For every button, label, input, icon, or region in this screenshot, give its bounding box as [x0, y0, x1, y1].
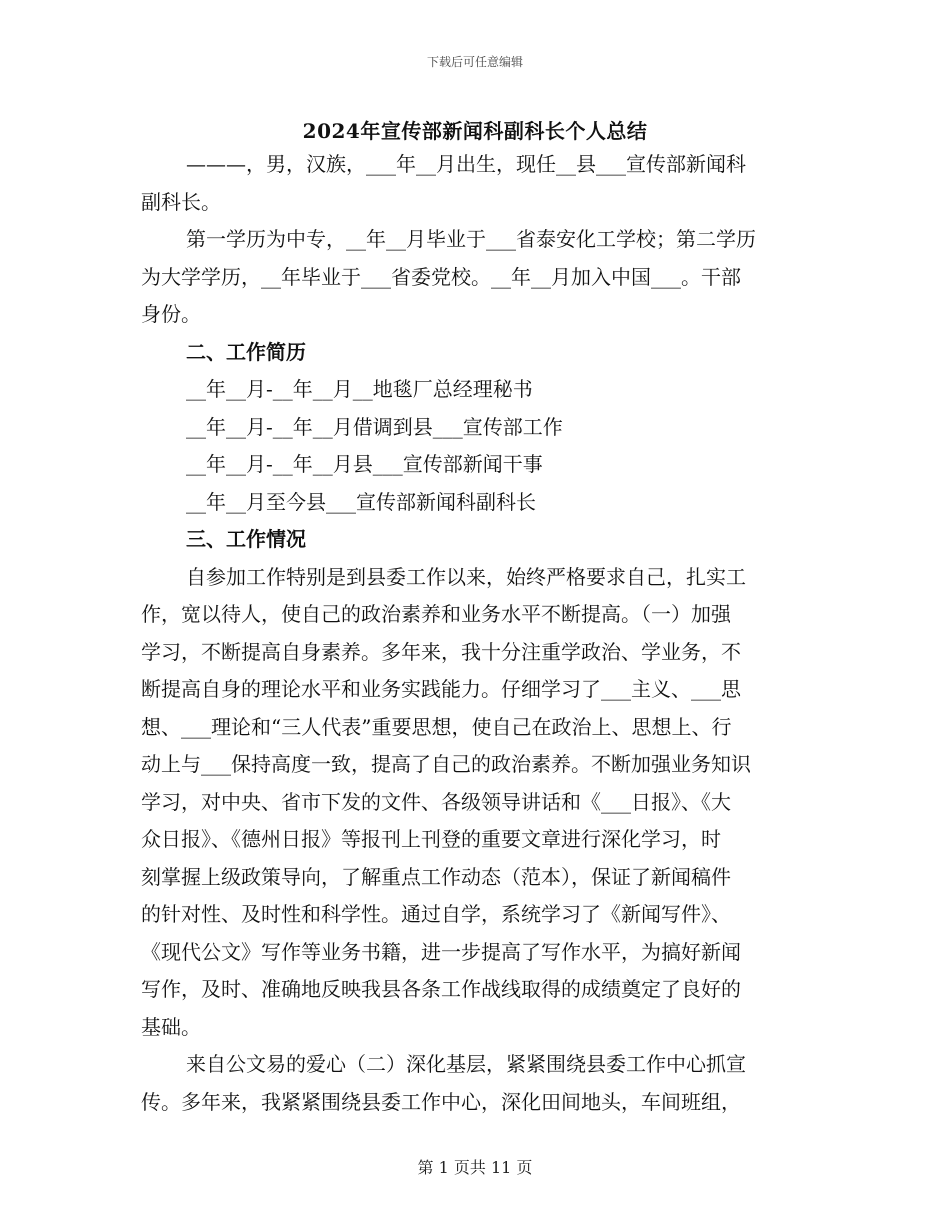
body-line: 众日报》、《德州日报》等报刊上刊登的重要文章进行深化学习，时 — [141, 827, 721, 851]
body-line: 的针对性、及时性和科学性。通过自学，系统学习了《新闻写件》、 — [141, 902, 731, 926]
body-line: 为大学学历，__年毕业于___省委党校。__年__月加入中国___。干部 — [141, 264, 741, 289]
page-header-note: 下载后可任意编辑 — [426, 55, 523, 69]
body-line: 《现代公文》写作等业务书籍，进一步提高了写作水平，为搞好新闻 — [141, 939, 741, 964]
body-line: 基础。 — [141, 1014, 201, 1039]
body-line: ———，男，汉族，___年__月出生，现任__县___宣传部新闻科 — [186, 152, 746, 176]
body-line: 断提高自身的理论水平和业务实践能力。仔细学习了___主义、___思 — [141, 677, 741, 701]
section-heading-work-situation: 三、工作情况 — [186, 527, 306, 551]
body-line: 传。多年来，我紧紧围绕县委工作中心，深化田间地头，车间班组， — [141, 1089, 741, 1114]
work-history-item: __年__月-__年__月__地毯厂总经理秘书 — [186, 377, 533, 401]
work-history-item: __年__月-__年__月借调到县___宣传部工作 — [186, 414, 563, 439]
work-history-item: __年__月至今县___宣传部新闻科副科长 — [186, 489, 536, 514]
body-line: 第一学历为中专，__年__月毕业于___省泰安化工学校；第二学历 — [186, 227, 756, 251]
body-line: 身份。 — [141, 302, 201, 326]
page-number-footer: 第 1 页共 11 页 — [417, 1158, 533, 1177]
body-line: 想、___理论和“三人代表”重要思想，使自己在政治上、思想上、行 — [141, 714, 732, 739]
body-line: 学习，不断提高自身素养。多年来，我十分注重学政治、学业务，不 — [141, 639, 741, 664]
document-body — [141, 146, 811, 1121]
body-line: 动上与___保持高度一致，提高了自己的政治素养。不断加强业务知识 — [141, 752, 751, 776]
work-history-item: __年__月-__年__月县___宣传部新闻干事 — [186, 452, 543, 476]
body-line: 来自公文易的爱心（二）深化基层，紧紧围绕县委工作中心抓宣 — [186, 1052, 746, 1076]
section-heading-work-history: 二、工作简历 — [186, 339, 306, 364]
body-line: 写作，及时、准确地反映我县各条工作战线取得的成绩奠定了良好的 — [141, 977, 741, 1001]
body-line: 自参加工作特别是到县委工作以来，始终严格要求自己，扎实工 — [186, 564, 746, 589]
body-line: 作，宽以待人，使自己的政治素养和业务水平不断提高。（一）加强 — [141, 602, 731, 626]
body-line: 刻掌握上级政策导向，了解重点工作动态（范本），保证了新闻稿件 — [141, 864, 731, 889]
body-line: 副科长。 — [141, 189, 221, 214]
document-title: 2024年宣传部新闻科副科长个人总结 — [302, 119, 648, 143]
body-line: 学习，对中央、省市下发的文件、各级领导讲话和《___日报》、《大 — [141, 789, 731, 814]
